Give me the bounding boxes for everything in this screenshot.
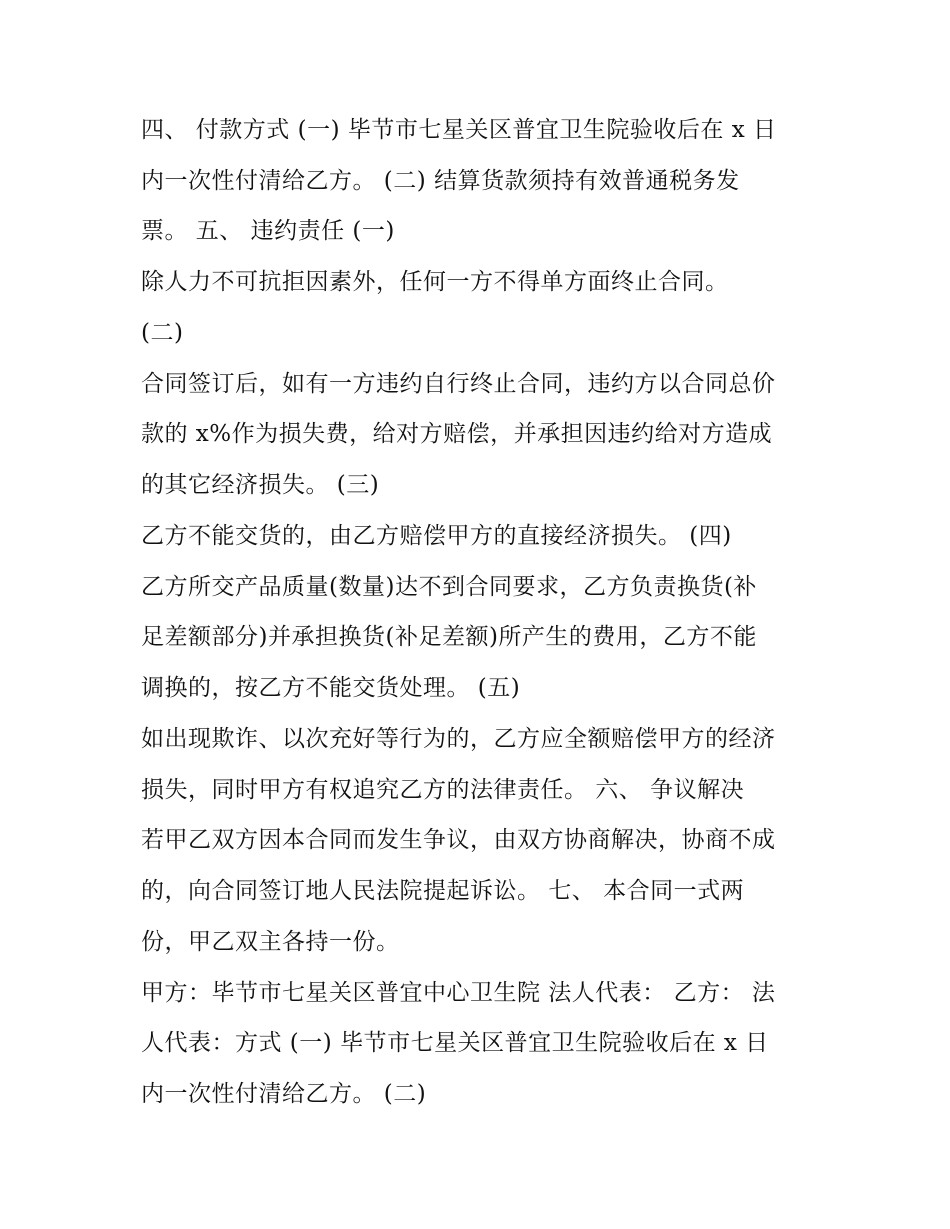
text-line-14: 损失，同时甲方有权追究乙方的法律责任。 六、 争议解决: [141, 777, 745, 803]
text-line-7: 款的 x%作为损失费，给对方赔偿，并承担因违约给对方造成: [141, 421, 773, 447]
text-line-20: 内一次性付清给乙方。 (二): [141, 1081, 427, 1107]
text-line-1: 四、 付款方式 (一) 毕节市七星关区普宜卫生院验收后在 x 日: [141, 117, 777, 143]
text-line-3: 票。 五、 违约责任 (一): [141, 218, 395, 244]
text-line-15: 若甲乙双方因本合同而发生争议，由双方协商解决，协商不成: [141, 827, 776, 853]
text-line-10: 乙方所交产品质量(数量)达不到合同要求，乙方负责换货(补: [141, 574, 757, 600]
text-line-8: 的其它经济损失。 (三): [141, 472, 380, 498]
text-line-12: 调换的，按乙方不能交货处理。 (五): [141, 675, 521, 701]
text-line-9: 乙方不能交货的，由乙方赔偿甲方的直接经济损失。 (四): [141, 523, 732, 549]
text-line-4: 除人力不可抗拒因素外，任何一方不得单方面终止合同。: [141, 269, 729, 295]
text-line-6: 合同签订后，如有一方违约自行终止合同，违约方以合同总价: [141, 371, 776, 397]
text-line-13: 如出现欺诈、以次充好等行为的，乙方应全额赔偿甲方的经济: [141, 726, 776, 752]
text-line-2: 内一次性付清给乙方。 (二) 结算货款须持有效普通税务发: [141, 168, 740, 194]
text-line-16: 的，向合同签订地人民法院提起诉讼。 七、 本合同一式两: [141, 878, 745, 904]
text-line-5: (二): [141, 320, 184, 346]
text-line-19: 人代表：方式 (一) 毕节市七星关区普宜卫生院验收后在 x 日: [141, 1030, 769, 1056]
text-line-11: 足差额部分)并承担换货(补足差额)所产生的费用，乙方不能: [141, 624, 757, 650]
text-line-17: 份，甲乙双主各持一份。: [141, 929, 400, 955]
text-line-18: 甲方：毕节市七星关区普宜中心卫生院 法人代表： 乙方： 法: [141, 980, 776, 1006]
